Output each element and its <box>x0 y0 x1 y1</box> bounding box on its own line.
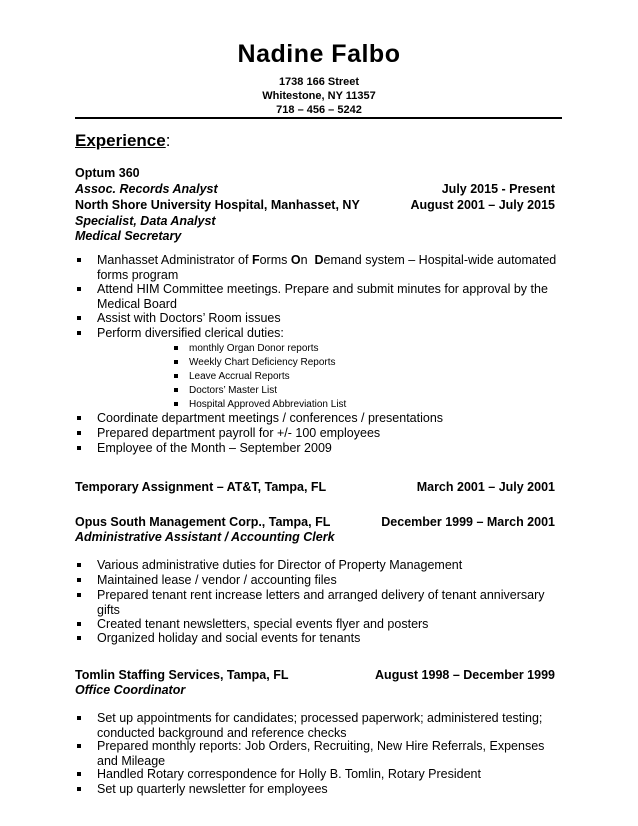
bullet-icon <box>77 716 81 720</box>
job-title-specialist: Specialist, Data Analyst <box>75 214 216 228</box>
bullet-text-part: Attend HIM Committee meetings. Prepare and submit minutes for approval by the <box>97 282 548 296</box>
city-state-zip: Whitestone, NY 11357 <box>262 90 376 102</box>
company-north-shore: North Shore University Hospital, Manhasset, NY <box>75 198 360 212</box>
bullet-icon <box>174 388 178 392</box>
dates-optum: July 2015 - Present <box>441 182 555 196</box>
bullet-text: Organized holiday and social events for tenants <box>97 631 361 645</box>
bullet-icon <box>77 331 81 335</box>
street-address: 1738 166 Street <box>278 76 360 88</box>
sub-bullet-text: monthly Organ Donor reports <box>189 343 319 354</box>
bullet-icon <box>77 316 81 320</box>
dates-tomlin: August 1998 – December 1999 <box>375 668 555 682</box>
sub-bullet-text: Weekly Chart Deficiency Reports <box>189 357 336 368</box>
bullet-text-part: D <box>314 253 324 267</box>
bullet-text: Perform diversified clerical duties: <box>97 326 284 340</box>
header-divider <box>75 117 562 119</box>
sub-bullet-text: Leave Accrual Reports <box>189 371 290 382</box>
sub-list-item <box>172 342 319 355</box>
bullet-text: Maintained lease / vendor / accounting files <box>97 573 337 587</box>
bullet-text <box>97 253 560 282</box>
section-title-experience <box>75 131 170 151</box>
list-item <box>75 631 560 646</box>
bullet-text-part: Prepared tenant rent increase letters and arranged delivery of tenant anniversary <box>97 588 545 602</box>
sub-bullet-text: Doctors’ Master List <box>189 385 277 396</box>
list-item <box>75 573 560 588</box>
list-item <box>75 588 560 617</box>
sub-bullet-text: Hospital Approved Abbreviation List <box>189 399 347 410</box>
bullet-text: Employee of the Month – September 2009 <box>97 441 332 455</box>
bullet-text-part: n <box>300 253 315 267</box>
bullet-text-part: forms program <box>97 267 179 282</box>
bullet-icon <box>174 346 178 350</box>
list-item <box>75 767 560 782</box>
bullet-text: Assist with Doctors’ Room issues <box>97 311 281 325</box>
bullet-text-part: Manhasset Administrator of <box>97 253 252 267</box>
bullet-text-part: Prepared monthly reports: Job Orders, Recruiting, New Hire Referrals, Expenses <box>97 739 545 753</box>
bullet-text-part: Medical Board <box>97 296 177 311</box>
bullet-text-part: conducted background and reference checks <box>97 725 347 740</box>
job-title-medical-secretary: Medical Secretary <box>75 229 182 243</box>
bullet-text: Coordinate department meetings / conferences / presentations <box>97 411 444 425</box>
bullet-text-part: orms <box>259 253 291 267</box>
list-item <box>75 326 560 341</box>
dates-opus: December 1999 – March 2001 <box>381 515 555 529</box>
bullet-icon <box>77 446 81 450</box>
bullet-text-part: O <box>290 253 301 267</box>
bullet-text <box>97 711 560 740</box>
company-optum: Optum 360 <box>75 166 140 180</box>
list-item <box>75 558 560 573</box>
dates-att: March 2001 – July 2001 <box>416 480 555 494</box>
company-att: Temporary Assignment – AT&T, Tampa, FL <box>75 480 327 494</box>
bullet-icon <box>77 636 81 640</box>
list-item <box>75 441 560 456</box>
bullet-text: Created tenant newsletters, special events flyer and posters <box>97 617 429 631</box>
list-item <box>75 253 560 282</box>
bullet-text: Various administrative duties for Director of Property Management <box>97 558 463 572</box>
bullet-icon <box>77 578 81 582</box>
candidate-name: Nadine Falbo <box>237 40 401 68</box>
bullet-text-part: F <box>251 253 260 267</box>
bullet-text-part: and Mileage <box>97 753 166 768</box>
job-title-office-coordinator: Office Coordinator <box>75 683 186 697</box>
bullet-icon <box>174 374 178 378</box>
job-title-assoc-records-analyst: Assoc. Records Analyst <box>75 182 218 196</box>
bullet-text-part: Set up appointments for candidates; processed paperwork; administered testing; <box>97 711 543 725</box>
bullet-icon <box>77 431 81 435</box>
section-title-text: Experience <box>75 131 166 150</box>
bullet-text: Set up quarterly newsletter for employees <box>97 782 328 796</box>
bullet-icon <box>77 258 81 262</box>
bullet-icon <box>77 787 81 791</box>
sub-list-item <box>172 370 290 383</box>
list-item <box>75 411 560 426</box>
job-title-admin-assistant: Administrative Assistant / Accounting Clerk <box>75 530 335 544</box>
sub-list-item <box>172 384 277 397</box>
sub-list-item <box>172 356 336 369</box>
bullet-text: Handled Rotary correspondence for Holly B. Tomlin, Rotary President <box>97 767 481 781</box>
bullet-text <box>97 282 560 311</box>
bullet-icon <box>77 772 81 776</box>
section-title-colon: : <box>165 131 171 150</box>
bullet-text <box>97 739 560 768</box>
list-item <box>75 617 560 632</box>
bullet-text-part: emand system – Hospital-wide automated <box>323 253 557 267</box>
list-item <box>75 311 560 326</box>
bullet-text: Prepared department payroll for +/- 100 employees <box>97 426 381 440</box>
list-item <box>75 426 560 441</box>
bullet-text <box>97 588 560 617</box>
sub-list-item <box>172 398 346 411</box>
phone-number: 718 – 456 – 5242 <box>276 104 362 116</box>
list-item <box>75 739 560 768</box>
bullet-text-part: gifts <box>97 602 120 617</box>
company-opus: Opus South Management Corp., Tampa, FL <box>75 515 331 529</box>
company-tomlin: Tomlin Staffing Services, Tampa, FL <box>75 668 289 682</box>
bullet-icon <box>77 593 81 597</box>
bullet-icon <box>77 287 81 291</box>
bullet-icon <box>77 416 81 420</box>
bullet-icon <box>77 622 81 626</box>
list-item <box>75 282 560 311</box>
dates-north-shore: August 2001 – July 2015 <box>410 198 555 212</box>
bullet-icon <box>77 744 81 748</box>
bullet-icon <box>174 360 178 364</box>
list-item <box>75 711 560 740</box>
bullet-icon <box>77 563 81 567</box>
bullet-icon <box>174 402 178 406</box>
list-item <box>75 782 560 797</box>
